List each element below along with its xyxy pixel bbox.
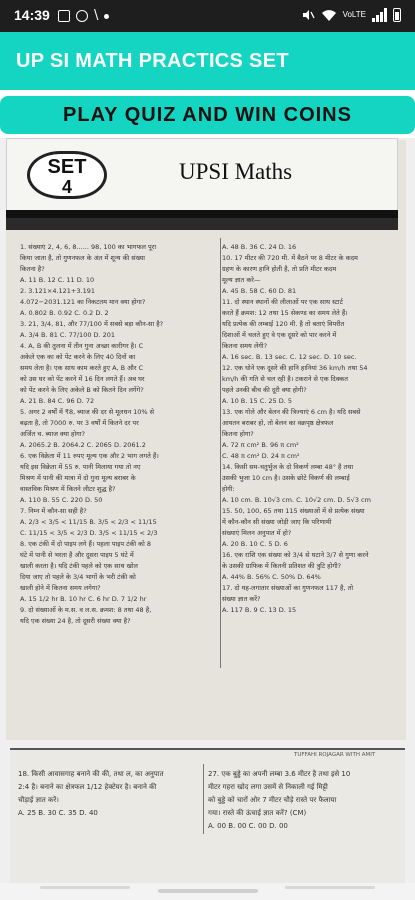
header-rule <box>6 210 398 218</box>
app-title: UP SI MATH PRACTICS SET <box>16 50 289 72</box>
question-line: km/h की गति से चल रही है। टकराने से एक दिक्कत <box>222 375 349 383</box>
set-number: 4 <box>61 177 72 197</box>
question-line: 13. एक गोले और बेलन की त्रिज्याएं 6 cm है। यदि सबसे <box>222 408 361 416</box>
question-line: 9. दो संख्याओं के म.स. व ल.स. क्रमश: 8 तथा 48 है, <box>20 606 152 614</box>
question-line: 4. A, B की तुलना में तीन गुना अच्छा कारीगर है। C <box>20 342 144 350</box>
question-line: A. 117 B. 9 C. 13 D. 15 <box>222 606 297 614</box>
questions-left-column <box>20 242 216 627</box>
question-line: A. 110 B. 55 C. 220 D. 50 <box>20 496 103 504</box>
sheet-header <box>6 138 398 218</box>
nav-segment-left <box>40 886 130 889</box>
question-line: A. 0.802 B. 0.92 C. 0.2 D. 2 <box>20 309 109 317</box>
play-quiz-label: PLAY QUIZ AND WIN COINS <box>63 103 352 126</box>
question-line: 2. 3.121×4.121+3.191 <box>20 287 95 295</box>
nav-segment-right <box>285 886 375 889</box>
question-line: आयतन बराबर हो, तो बेलन का वक्रपृष्ठ क्षेत्रफल <box>222 419 334 427</box>
practice-sheet-image[interactable] <box>0 138 415 883</box>
question-line: यदि प्रत्येक की लम्बाई 120 मी. है तो बताएं विपरीत <box>222 320 345 328</box>
question-line: मिश्रण में पानी की मात्रा में दो गुना मूल्य बराबर के <box>20 474 136 482</box>
question-line: 3. 21, 3/4, 81, और 77/100 में सबसे बड़ा कौन-सा है? <box>20 320 164 328</box>
question-line: 17. दो यह-लगातार संख्याओं का गुणनफल 117 है, तो <box>222 584 354 592</box>
question-line: वास्तविक मिश्रण में कितने लीटर शुद्ध है? <box>20 485 116 493</box>
question-line: 15. 50, 100, 65 तथा 115 संख्याओं में से प्रत्येक संख्या <box>222 507 365 515</box>
question-line: को पेंट करने के लिए अकेले B को कितने दिन लगेंगे? <box>20 386 144 394</box>
question-line: किया जाता है, तो गुणनफल के अंत में शून्य की संख्या <box>20 254 145 262</box>
question-line: A. 10 B. 15 C. 25 D. 5 <box>222 397 293 405</box>
network-label: VoLTE <box>342 10 366 19</box>
question-line: यदि एक संख्या 24 है, तो दूसरी संख्या क्या है? <box>20 617 131 625</box>
question-line: A. 16 sec. B. 13 sec. C. 12 sec. D. 10 sec. <box>222 353 357 361</box>
question-line: 2:4 है। बनाने का क्षेत्रफल 1/12 हेक्टेयर है। बनाने की <box>18 783 157 791</box>
second-page-left-column <box>18 768 198 820</box>
question-line: A. 00 B. 00 C. 00 D. 00 <box>208 822 288 830</box>
question-line: कितना समय लेंगी? <box>222 342 268 350</box>
question-line: मूल्य ज्ञात करे— <box>222 276 261 284</box>
questions-right-column <box>222 242 400 616</box>
notification-icons <box>58 7 109 25</box>
flash-icon: \ <box>94 8 99 23</box>
question-line: C. 11/15 < 3/5 < 2/3 D. 3/5 < 11/15 < 2/3 <box>20 529 158 537</box>
question-line: 18. किसी आवासगाह बनाने की की, तथा ल, का अनुपात <box>18 770 164 778</box>
navigation-bar <box>0 883 415 900</box>
question-line: चौड़ाई ज्ञात करें। <box>18 796 59 804</box>
question-line: C. 48 π cm² D. 24 π cm² <box>222 452 300 460</box>
question-line: संख्या ज्ञात करें? <box>222 595 261 603</box>
question-line: A. 45 B. 58 C. 60 D. 81 <box>222 287 297 295</box>
question-line: को उस घर को पेंट करने में 16 दिन लगते हैं। अब घर <box>20 375 145 383</box>
battery-icon <box>393 8 401 22</box>
question-line: दिया जाए तो पहले के 3/4 भागों के भरी टंकी को <box>20 573 136 581</box>
question-line: A. 2065.2 B. 2064.2 C. 2065 D. 2061.2 <box>20 441 146 449</box>
question-line: अर्जित च. ब्याज क्या होगा? <box>20 430 85 438</box>
question-line: 10. 17 मीटर की 720 मी. में बैठने पर 8 मीटर के कदम <box>222 254 358 262</box>
question-line: A. 48 B. 36 C. 24 D. 16 <box>222 243 297 251</box>
question-line: 11. दो स्थान स्थानों की लीलाओं पर एक साथ स्टार्ट <box>222 298 343 306</box>
question-line: A. 20 B. 10 C. 5 D. 6 <box>222 540 288 548</box>
second-page-divider <box>203 764 204 834</box>
question-line: समय लेता है। एक साथ काम करते हुए A, B और C <box>20 364 144 372</box>
question-line: में कौन-कौन सी संख्या जोड़ी जाए कि परिणामी <box>222 518 332 526</box>
column-divider <box>220 238 221 668</box>
question-line: 4.072−2031.121 का निकटतम मान क्या होगा? <box>20 298 146 306</box>
question-line: यदि इस विक्रेता में 55 रु. पानी मिलाया गया तो नए <box>20 463 141 471</box>
question-line: 14. किसी सम-चतुर्भुज के दो विकर्ण लम्बा 48° है तथा <box>222 463 354 471</box>
question-line: A. 44% B. 56% C. 50% D. 64% <box>222 573 321 581</box>
wifi-icon <box>321 8 337 22</box>
question-line: संख्याएं मिलन अनुपात में हो? <box>222 529 292 537</box>
question-line: मीटर गहरा खोद लगा उसमें से निकाली गई मिट्टी <box>208 783 328 791</box>
question-line: को बुड्डे को चारों ओर 7 मीटर चौड़े रास्ते पर फैलाया <box>208 796 337 804</box>
status-time: 14:39 <box>14 7 50 23</box>
question-line: खाली करता है। यदि टंकी पहले को एक साथ खोल <box>20 562 138 570</box>
nav-handle[interactable] <box>158 889 258 893</box>
signal-icon <box>372 8 387 22</box>
system-icons <box>301 8 401 22</box>
second-page-right-column <box>208 768 398 833</box>
question-line: 16. एक राशि एक संख्या को 3/4 से घटाने 3/7 से गुणा करने <box>222 551 369 559</box>
mute-icon <box>301 8 315 22</box>
gallery-icon <box>58 10 70 22</box>
question-line: A. 21 B. 84 C. 96 D. 72 <box>20 397 95 405</box>
question-line: 8. एक टंकी में दो पाइप लगे हैं। पहला पाइप टंकी को 8 <box>20 540 152 548</box>
question-line: कितना है? <box>20 265 45 273</box>
question-line: बढ़ता है, तो 7000 रु. पर 3 वर्षों में कितने दर पर <box>20 419 139 427</box>
question-line: 27. एक बुड्डे का अपनी लम्बा 3.6 मीटर है तथा इसे 10 <box>208 770 351 778</box>
question-line: 7. निम्न में कौन-सा सही है? <box>20 507 87 515</box>
question-line: A. 15 1/2 hr B. 10 hr C. 6 hr D. 7 1/2 hr <box>20 595 147 603</box>
question-line: A. 25 B. 30 C. 35 D. 40 <box>18 809 98 817</box>
question-line: दिशाओं में चलते हुए वे एक दूसरे को पार करने में <box>222 331 337 339</box>
question-line: A. 72 π cm² B. 96 π cm² <box>222 441 299 449</box>
header-band <box>6 218 398 230</box>
question-line: A. 10 cm. B. 10√3 cm. C. 10√2 cm. D. 5√3 cm <box>222 496 371 504</box>
question-line: A. 2/3 < 3/5 < 11/15 B. 3/5 < 2/3 < 11/15 <box>20 518 157 526</box>
question-line: A. 11 B. 12 C. 11 D. 10 <box>20 276 95 284</box>
question-line: के उसकी ग्राफिक में कितनी प्रतिशत की त्रुटि होगी? <box>222 562 342 570</box>
set-word: SET <box>47 156 87 178</box>
question-line: 5. अगर 2 वर्षों में ₹8, ब्याज की दर से मूलधन 10% से <box>20 408 155 416</box>
question-line: उसकी भुजा 10 cm है। उसके छोटे विकर्ण की लम्बाई <box>222 474 350 482</box>
question-line: अकेले एक का को पेंट करने के लिए 40 दिनों का <box>20 353 136 361</box>
question-line: 1. संख्याएं 2, 4, 6, 8...... 98, 100 का भागफल पूरा <box>20 243 157 251</box>
subject-title: UPSI Maths <box>179 159 293 184</box>
question-line: 12. एक धोने एक दूसरे की हानि हानियां 36 km/h तथा 54 <box>222 364 368 372</box>
question-line: घंटे में पानी से भरता है और दूसरा पाइप 5 घंटे में <box>20 551 134 559</box>
question-line: करते हैं क्रमश: 12 तथा 15 सेकण्ड का समय लेते हैं। <box>222 309 348 317</box>
set-badge <box>27 151 107 199</box>
app-bar <box>0 32 415 90</box>
question-line: गया। रास्ते की ऊंचाई ज्ञात करें? (CM) <box>208 809 307 817</box>
play-quiz-button[interactable] <box>0 96 415 134</box>
question-line: पहले उनकी बीच की दूरी क्या होगी? <box>222 386 307 394</box>
messenger-icon <box>76 10 88 22</box>
status-bar <box>0 0 415 32</box>
question-line: होगी: <box>222 485 235 493</box>
question-line: खाली होने में कितना समय लगेगा? <box>20 584 101 592</box>
question-line: 6. एक विक्रेता में 11 रुपए मूल्य एक और 2 भाग लगते हैं। <box>20 452 159 460</box>
dot-icon <box>104 14 109 19</box>
question-line: कितना होगा? <box>222 430 254 438</box>
second-page-header: TUFFAHI ROJAGAR WITH AMIT <box>294 752 376 758</box>
question-line: ग्रहण के कारण हानि होती है, तो प्रति मीटर कदम <box>222 265 337 273</box>
question-line: A. 3/4 B. 81 C. 77/100 D. 201 <box>20 331 116 339</box>
